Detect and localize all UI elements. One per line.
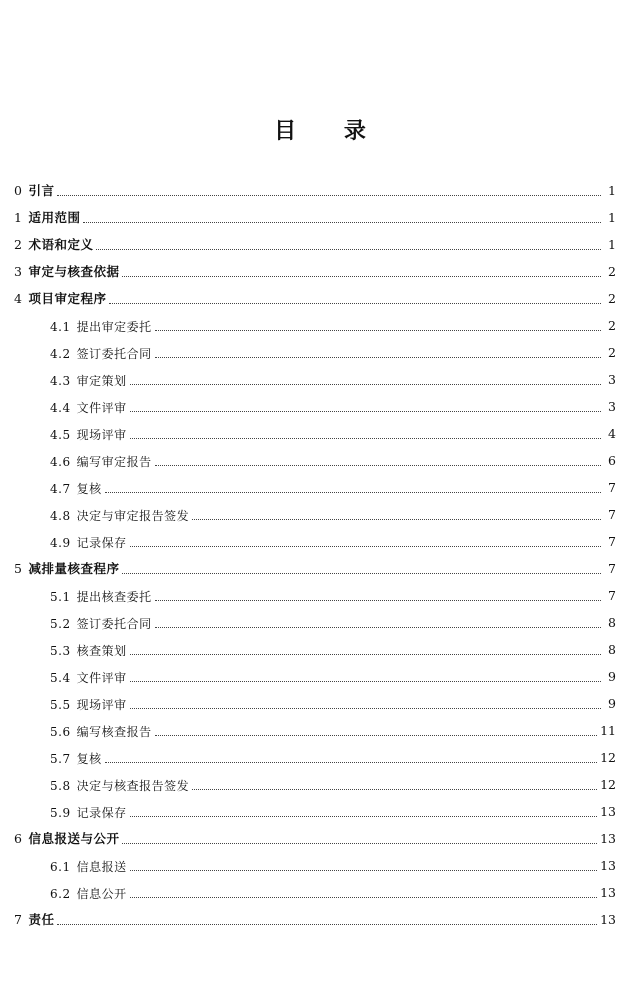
toc-entry-text: 复核 <box>76 751 102 766</box>
dot-leader <box>130 654 601 655</box>
toc-subentry <box>14 421 616 448</box>
toc-entry-text: 复核 <box>76 481 102 496</box>
toc-entry-text: 编写审定报告 <box>76 454 152 469</box>
toc-entry-label <box>14 185 54 198</box>
toc-entry-text: 责任 <box>28 912 55 928</box>
toc-page-number: 8 <box>608 642 616 658</box>
toc-page-number: 13 <box>600 804 616 820</box>
toc-entry-number: 4.5 <box>50 427 71 442</box>
dot-leader <box>192 789 597 790</box>
toc-entry-number: 5.1 <box>50 589 71 604</box>
toc-entry-label <box>50 456 152 468</box>
toc-page-number: 7 <box>608 534 616 550</box>
toc-entry-number: 6 <box>14 831 23 847</box>
dot-leader <box>83 222 601 223</box>
toc-entry <box>14 205 616 232</box>
toc-entry-number: 5.8 <box>50 778 71 793</box>
toc-entry <box>14 907 616 934</box>
dot-leader <box>130 411 601 412</box>
toc-page-number: 2 <box>608 264 616 280</box>
toc-page-number: 9 <box>608 669 616 685</box>
toc-entry-number: 4.7 <box>50 481 71 496</box>
toc-entry-label <box>50 591 152 603</box>
toc-entry-label <box>14 914 54 927</box>
toc-subentry <box>14 853 616 880</box>
toc-page-number: 4 <box>608 426 616 442</box>
toc-entry-text: 信息报送 <box>76 859 127 874</box>
toc-page-number: 11 <box>600 723 616 739</box>
toc-subentry <box>14 340 616 367</box>
dot-leader <box>105 492 601 493</box>
toc-subentry <box>14 394 616 421</box>
toc-entry-number: 4.3 <box>50 373 71 388</box>
toc-subentry <box>14 745 616 772</box>
dot-leader <box>155 357 601 358</box>
toc-entry-label <box>14 293 106 306</box>
toc-page-number: 9 <box>608 696 616 712</box>
toc-entry-text: 文件评审 <box>76 670 127 685</box>
toc-page-number: 3 <box>608 399 616 415</box>
toc-subentry <box>14 880 616 907</box>
toc-entry-label <box>50 537 127 549</box>
table-of-contents <box>14 178 616 934</box>
toc-entry-number: 6.2 <box>50 886 71 901</box>
toc-page-number: 2 <box>608 318 616 334</box>
dot-leader <box>155 330 601 331</box>
toc-subentry <box>14 691 616 718</box>
toc-entry-number: 5.3 <box>50 643 71 658</box>
toc-entry-number: 6.1 <box>50 859 71 874</box>
toc-entry-label <box>50 348 152 360</box>
toc-page-number: 1 <box>608 237 616 253</box>
toc-entry-number: 1 <box>14 210 23 226</box>
toc-entry-text: 审定与核查依据 <box>28 264 120 280</box>
dot-leader <box>130 870 597 871</box>
toc-entry-label <box>50 402 127 414</box>
toc-entry-label <box>14 212 80 225</box>
toc-entry-text: 术语和定义 <box>28 237 94 253</box>
dot-leader <box>155 465 601 466</box>
toc-page-number: 6 <box>608 453 616 469</box>
toc-entry <box>14 556 616 583</box>
toc-page-number: 7 <box>608 588 616 604</box>
toc-entry-label <box>50 753 102 765</box>
dot-leader <box>130 708 601 709</box>
toc-entry-text: 文件评审 <box>76 400 127 415</box>
dot-leader <box>122 276 601 277</box>
toc-entry-number: 4.2 <box>50 346 71 361</box>
toc-subentry <box>14 610 616 637</box>
toc-entry-label <box>50 510 189 522</box>
toc-subentry <box>14 799 616 826</box>
toc-entry-text: 审定策划 <box>76 373 127 388</box>
toc-entry-number: 5.7 <box>50 751 71 766</box>
dot-leader <box>192 519 601 520</box>
toc-page-number: 3 <box>608 372 616 388</box>
toc-entry-text: 决定与核查报告签发 <box>76 778 190 793</box>
dot-leader <box>57 195 601 196</box>
toc-entry-text: 提出审定委托 <box>76 319 152 334</box>
toc-entry-label <box>14 833 119 846</box>
toc-entry-number: 4.4 <box>50 400 71 415</box>
toc-entry-label <box>50 888 127 900</box>
dot-leader <box>122 843 597 844</box>
toc-entry-label <box>50 375 127 387</box>
toc-entry-number: 4.9 <box>50 535 71 550</box>
toc-entry-label <box>50 672 127 684</box>
toc-page-number: 7 <box>608 480 616 496</box>
dot-leader <box>105 762 597 763</box>
dot-leader <box>122 573 601 574</box>
toc-page-number: 12 <box>600 777 616 793</box>
toc-entry-label <box>50 321 152 333</box>
toc-subentry <box>14 367 616 394</box>
toc-entry-text: 签订委托合同 <box>76 616 152 631</box>
toc-entry-text: 决定与审定报告签发 <box>76 508 190 523</box>
toc-page-number: 12 <box>600 750 616 766</box>
toc-entry-text: 信息报送与公开 <box>28 831 120 847</box>
toc-subentry <box>14 664 616 691</box>
toc-entry-text: 记录保存 <box>76 535 127 550</box>
toc-entry-number: 7 <box>14 912 23 928</box>
toc-subentry <box>14 448 616 475</box>
toc-entry-text: 签订委托合同 <box>76 346 152 361</box>
toc-page-number: 13 <box>600 858 616 874</box>
dot-leader <box>109 303 601 304</box>
toc-entry-label <box>50 483 102 495</box>
toc-entry-label <box>50 861 127 873</box>
toc-page-number: 1 <box>608 210 616 226</box>
toc-page-number: 7 <box>608 507 616 523</box>
toc-entry-number: 5.4 <box>50 670 71 685</box>
toc-entry-label <box>50 699 127 711</box>
toc-entry-text: 记录保存 <box>76 805 127 820</box>
toc-entry-text: 减排量核查程序 <box>28 561 120 577</box>
toc-entry-number: 4 <box>14 291 23 307</box>
toc-entry-text: 现场评审 <box>76 697 127 712</box>
toc-entry <box>14 826 616 853</box>
toc-subentry <box>14 313 616 340</box>
toc-entry-label <box>50 429 127 441</box>
toc-entry-number: 5 <box>14 561 23 577</box>
toc-subentry <box>14 583 616 610</box>
toc-page-number: 13 <box>600 912 616 928</box>
toc-page-number: 2 <box>608 291 616 307</box>
toc-entry-number: 5.2 <box>50 616 71 631</box>
toc-entry-text: 现场评审 <box>76 427 127 442</box>
toc-entry-number: 5.5 <box>50 697 71 712</box>
toc-subentry <box>14 502 616 529</box>
toc-entry-label <box>50 645 127 657</box>
toc-entry-text: 引言 <box>28 183 55 199</box>
page-title: 目 录 <box>274 118 386 144</box>
dot-leader <box>130 816 597 817</box>
dot-leader <box>130 546 601 547</box>
toc-entry-label <box>50 618 152 630</box>
toc-entry-text: 项目审定程序 <box>28 291 107 307</box>
toc-entry-number: 2 <box>14 237 23 253</box>
dot-leader <box>130 897 597 898</box>
toc-entry-label <box>14 563 119 576</box>
dot-leader <box>57 924 597 925</box>
toc-entry-number: 5.6 <box>50 724 71 739</box>
toc-entry <box>14 286 616 313</box>
toc-page-number: 13 <box>600 831 616 847</box>
toc-entry-number: 4.8 <box>50 508 71 523</box>
toc-entry <box>14 232 616 259</box>
toc-entry-number: 5.9 <box>50 805 71 820</box>
toc-entry-text: 编写核查报告 <box>76 724 152 739</box>
toc-entry-number: 3 <box>14 264 23 280</box>
toc-entry-number: 0 <box>14 183 23 199</box>
toc-page-number: 7 <box>608 561 616 577</box>
toc-page-number: 8 <box>608 615 616 631</box>
toc-subentry <box>14 637 616 664</box>
toc-entry <box>14 259 616 286</box>
toc-entry-number: 4.1 <box>50 319 71 334</box>
toc-subentry <box>14 475 616 502</box>
dot-leader <box>96 249 601 250</box>
dot-leader <box>130 384 601 385</box>
dot-leader <box>155 735 597 736</box>
toc-entry-label <box>14 266 119 279</box>
toc-entry-label <box>50 807 127 819</box>
toc-page-number: 13 <box>600 885 616 901</box>
toc-entry-label <box>50 726 152 738</box>
toc-subentry <box>14 772 616 799</box>
toc-subentry <box>14 718 616 745</box>
toc-page-number: 2 <box>608 345 616 361</box>
toc-entry-text: 信息公开 <box>76 886 127 901</box>
toc-entry-text: 核查策划 <box>76 643 127 658</box>
dot-leader <box>155 600 601 601</box>
toc-entry <box>14 178 616 205</box>
toc-entry-label <box>14 239 93 252</box>
toc-entry-label <box>50 780 189 792</box>
toc-subentry <box>14 529 616 556</box>
dot-leader <box>155 627 601 628</box>
dot-leader <box>130 681 601 682</box>
dot-leader <box>130 438 601 439</box>
toc-entry-number: 4.6 <box>50 454 71 469</box>
toc-page-number: 1 <box>608 183 616 199</box>
toc-entry-text: 提出核查委托 <box>76 589 152 604</box>
toc-entry-text: 适用范围 <box>28 210 81 226</box>
